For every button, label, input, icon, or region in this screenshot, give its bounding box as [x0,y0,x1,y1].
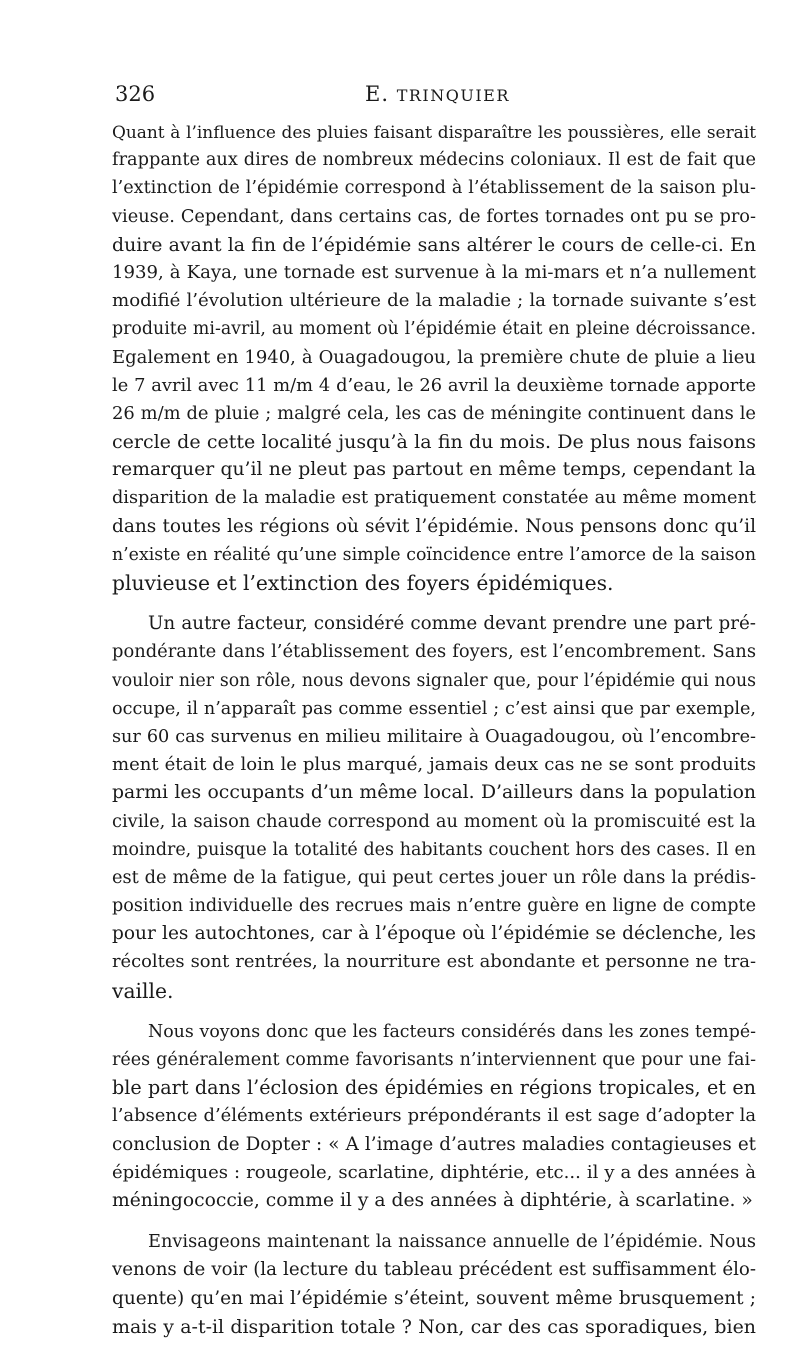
text-line: venons de voir (la lecture du tableau précédent est suffisamment élo- [112,1259,756,1281]
text-line: civile, la saison chaude correspond au moment où la promiscuité est la [112,810,756,832]
text-line: épidémiques : rougeole, scarlatine, diphtérie, etc... il y a des années à [112,1161,756,1183]
text-line: pour les autochtones, car à l’époque où l’épidémie se déclenche, les [112,923,756,945]
author-surname: TRINQUIER [396,86,510,105]
text-line: pondérante dans l’établissement des foyers, est l’encombrement. Sans [112,641,756,663]
text-line: le 7 avril avec 11 m/m 4 d’eau, le 26 avril la deuxième tornade apporte [112,374,756,396]
text-line: dans toutes les régions où sévit l’épidémie. Nous pensons donc qu’il [112,515,756,537]
text-line: parmi les occupants d’un même local. D’ailleurs dans la population [112,782,756,804]
text-line: Quant à l’influence des pluies faisant disparaître les poussières, elle serait [112,122,756,142]
text-line: vaille. [112,978,174,1003]
text-line: mais y a-t-il disparition totale ? Non, car des cas sporadiques, bien [112,1315,756,1338]
text-line: Envisageons maintenant la naissance annuelle de l’épidémie. Nous [148,1232,756,1253]
text-line: vieuse. Cependant, dans certains cas, de fortes tornades ont pu se pro- [112,206,756,227]
text-line: est de même de la fatigue, qui peut certes jouer un rôle dans la prédis- [112,866,756,888]
text-line: disparition de la maladie est pratiquement constatée au même moment [112,488,756,509]
text-line: conclusion de Dopter : « A l’image d’autres maladies contagieuses et [112,1133,756,1155]
text-line: cercle de cette localité jusqu’à la fin du mois. De plus nous faisons [112,431,756,454]
paragraph-rain [112,118,756,597]
text-line: méningococcie, comme il y a des années à diphtérie, à scarlatine. » [112,1189,753,1211]
page-body [112,118,756,1354]
text-line: sur 60 cas survenus en milieu militaire à Ouagadougou, où l’encombre- [112,726,756,747]
text-line: l’extinction de l’épidémie correspond à l’établissement de la saison plu- [112,178,756,199]
text-line: position individuelle des recrues mais n’entre guère en ligne de compte [112,896,756,917]
text-line: rées généralement comme favorisants n’interviennent que pour une fai- [112,1050,756,1070]
text-line: frappante aux dires de nombreux médecins coloniaux. Il est de fait que [112,150,756,171]
paragraph-factors [112,1018,756,1215]
text-line: 26 m/m de pluie ; malgré cela, les cas de méningite continuent dans le [112,402,756,424]
text-line: remarquer qu’il ne pleut pas partout en même temps, cependant la [112,459,756,481]
text-line: produite mi-avril, au moment où l’épidémie était en pleine décroissance. [112,319,756,340]
running-header [115,82,755,112]
text-line: n’existe en réalité qu’une simple coïncidence entre l’amorce de la saison [112,544,756,565]
text-line: duire avant la fin de l’épidémie sans altérer le cours de celle-ci. En [112,233,756,256]
text-line: Egalement en 1940, à Ouagadougou, la première chute de pluie a lieu [112,346,756,368]
paragraph-crowding [112,610,756,1005]
text-line: occupe, il n’apparaît pas comme essentiel ; c’est ainsi que par exemple, [112,698,756,719]
author-initial: E. [365,82,397,106]
author-running-head [365,82,510,106]
text-line: pluvieuse et l’extinction des foyers épidémiques. [112,571,614,595]
text-line: Nous voyons donc que les facteurs considérés dans les zones tempé- [148,1021,756,1042]
text-line: ment était de loin le plus marqué, jamais deux cas ne se sont produits [112,754,756,776]
text-line: moindre, puisque la totalité des habitants couchent hors des cases. Il en [112,839,756,860]
text-line: quente) qu’en mai l’épidémie s’éteint, souvent même brusquement ; [112,1287,756,1309]
text-line: ble part dans l’éclosion des épidémies en régions tropicales, et en [112,1076,756,1100]
text-line: l’absence d’éléments extérieurs prépondérants il est sage d’adopter la [112,1105,756,1127]
text-line: récoltes sont rentrées, la nourriture est abondante et personne ne tra- [112,951,756,973]
text-line: vouloir nier son rôle, nous devons signaler que, pour l’épidémie qui nous [112,670,756,691]
paragraph-annual-birth [112,1228,756,1341]
text-line: Un autre facteur, considéré comme devant prendre une part pré- [148,613,756,635]
page-number: 326 [115,82,156,106]
text-line: 1939, à Kaya, une tornade est survenue à la mi-mars et n’a nullement [112,261,756,283]
text-line: modifié l’évolution ultérieure de la maladie ; la tornade suivante s’est [112,290,756,312]
